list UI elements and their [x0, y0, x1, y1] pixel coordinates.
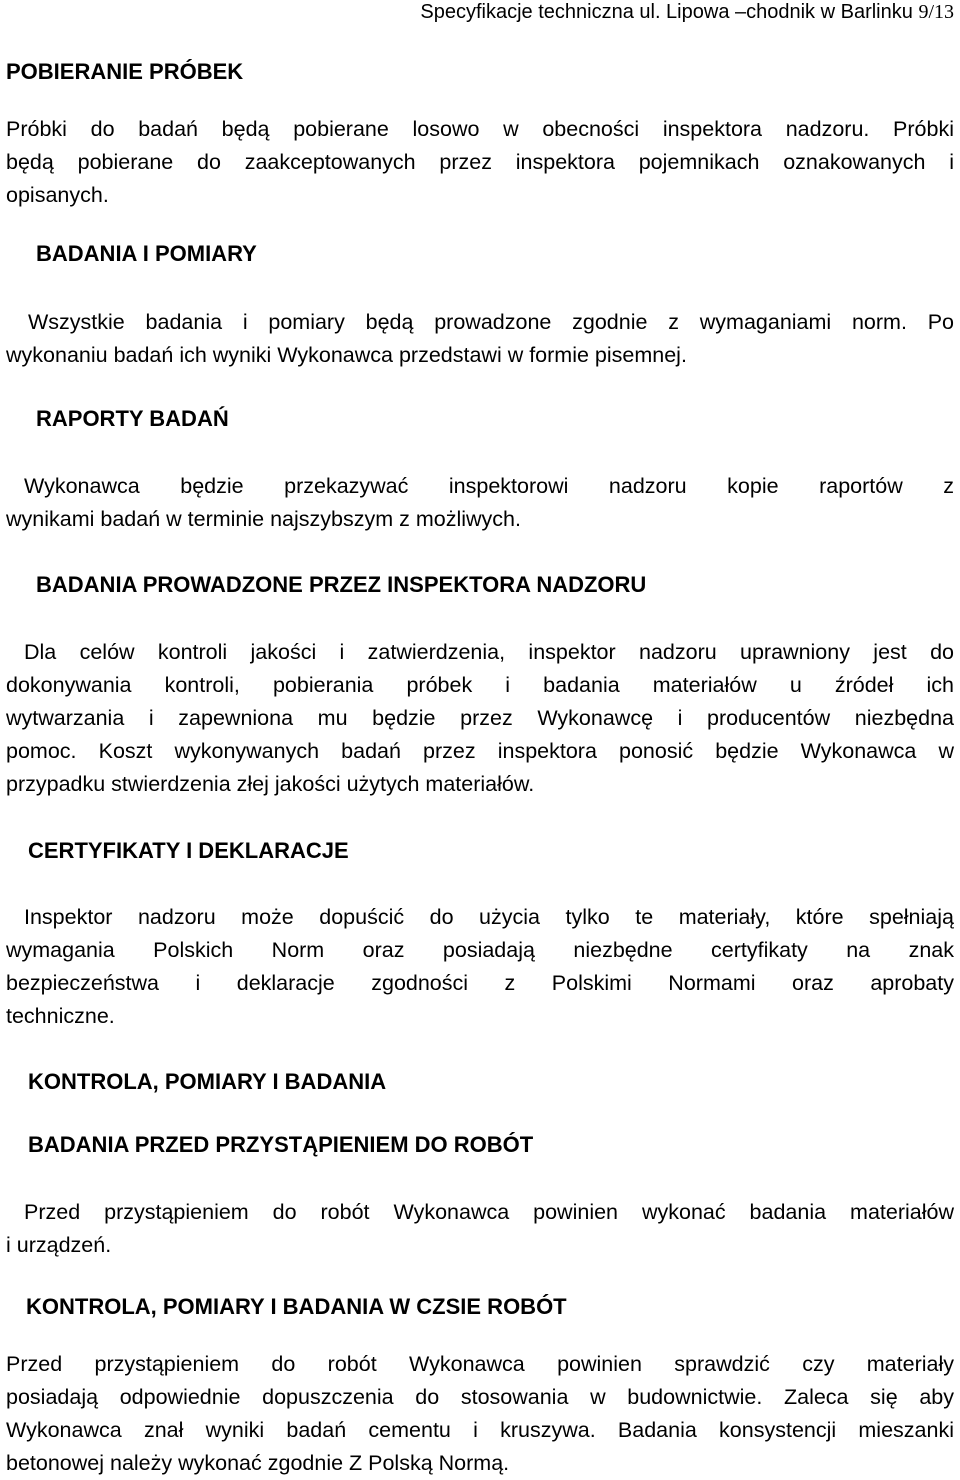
text-line-content: Przed przystąpieniem do robót Wykonawca powinien wykonać badania materiałów: [24, 1200, 954, 1224]
text-line: opisanych.: [6, 183, 109, 207]
paragraph-raporty-badan: [6, 470, 954, 536]
text-line: pomoc. Koszt wykonywanych badań przez inspektora ponosić będzie Wykonawca w: [6, 739, 954, 763]
text-line: [6, 636, 954, 669]
heading-kontrola-w-czasie-robot: KONTROLA, POMIARY I BADANIA W CZSIE ROBÓT: [26, 1294, 567, 1319]
text-line-content: Wykonawca będzie przekazywać inspektorowi nadzoru kopie raportów z: [24, 474, 954, 498]
header-title: Specyfikacje techniczna ul. Lipowa –chodnik w Barlinku: [420, 1, 913, 23]
text-line-content: Wszystkie badania i pomiary będą prowadzone zgodnie z wymaganiami norm. Po: [28, 310, 954, 334]
text-line: betonowej należy wykonać zgodnie Z Polską Normą.: [6, 1451, 510, 1475]
paragraph-pobieranie-probek: [6, 113, 954, 212]
text-line: wykonaniu badań ich wyniki Wykonawca przedstawi w formie pisemnej.: [6, 343, 687, 367]
heading-pobieranie-probek: POBIERANIE PRÓBEK: [6, 59, 244, 84]
text-line: wynikami badań w terminie najszybszym z możliwych.: [6, 507, 521, 531]
text-line: posiadają odpowiednie dopuszczenia do stosowania w budownictwie. Zaleca się aby: [6, 1385, 954, 1409]
text-line: przypadku stwierdzenia złej jakości użytych materiałów.: [6, 772, 535, 796]
text-line: Wykonawca znał wyniki badań cementu i kruszywa. Badania konsystencji mieszanki: [6, 1418, 954, 1442]
text-line: dokonywania kontroli, pobierania próbek i badania materiałów u źródeł ich: [6, 673, 954, 697]
page-number: 9/13: [918, 1, 954, 23]
text-line: i urządzeń.: [6, 1233, 112, 1257]
paragraph-kontrola-w-czasie-robot: [6, 1348, 954, 1480]
paragraph-badania-przed-robotami: [6, 1196, 954, 1262]
text-line: będą pobierane do zaakceptowanych przez inspektora pojemnikach oznakowanych i: [6, 150, 954, 174]
text-line: techniczne.: [6, 1004, 115, 1028]
text-line: [6, 306, 954, 339]
text-line: bezpieczeństwa i deklaracje zgodności z Polskimi Normami oraz aprobaty: [6, 971, 954, 995]
text-line-content: Dla celów kontroli jakości i zatwierdzenia, inspektor nadzoru uprawniony jest do: [24, 640, 954, 664]
text-line: Próbki do badań będą pobierane losowo w obecności inspektora nadzoru. Próbki: [6, 117, 954, 141]
paragraph-badania-inspektora: [6, 636, 954, 801]
text-line: wytwarzania i zapewniona mu będzie przez Wykonawcę i producentów niezbędna: [6, 706, 954, 730]
text-line: Przed przystąpieniem do robót Wykonawca powinien sprawdzić czy materiały: [6, 1352, 954, 1376]
text-line-content: Inspektor nadzoru może dopuścić do użycia tylko te materiały, które spełniają: [24, 905, 954, 929]
text-line: [6, 901, 954, 934]
text-line: wymagania Polskich Norm oraz posiadają niezbędne certyfikaty na znak: [6, 938, 954, 962]
text-line: [6, 470, 954, 503]
heading-certyfikaty: CERTYFIKATY I DEKLARACJE: [28, 838, 349, 863]
heading-badania-inspektora: BADANIA PROWADZONE PRZEZ INSPEKTORA NADZORU: [36, 572, 647, 597]
heading-badania-przed-robotami: BADANIA PRZED PRZYSTĄPIENIEM DO ROBÓT: [28, 1132, 534, 1157]
text-line: [6, 1196, 954, 1229]
heading-badania-i-pomiary: BADANIA I POMIARY: [36, 241, 257, 266]
paragraph-certyfikaty: [6, 901, 954, 1033]
heading-kontrola-pomiary-badania: KONTROLA, POMIARY I BADANIA: [28, 1069, 387, 1094]
paragraph-badania-i-pomiary: [6, 306, 954, 372]
heading-raporty-badan: RAPORTY BADAŃ: [36, 406, 229, 431]
page-header: [420, 0, 954, 24]
